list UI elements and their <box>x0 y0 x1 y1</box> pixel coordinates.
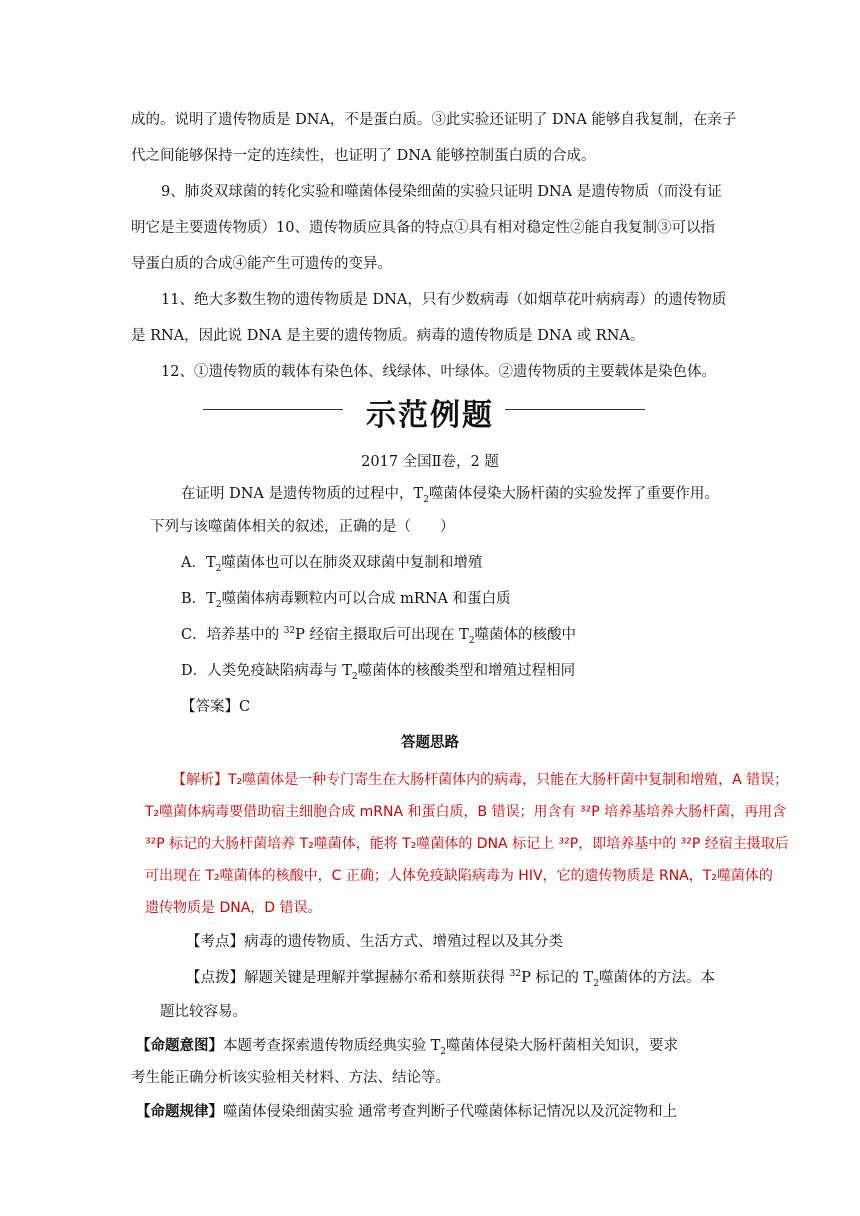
point-12-line-1: 12、①遗传物质的载体有染色体、线绿体、叶绿体。②遗传物质的主要载体是染色体。 <box>161 364 716 380</box>
dianbo-line-1: 【点拨】解题关键是理解并掌握赫尔希和蔡斯获得 $^{32}$P 标记的 $T_2$噬菌体的方法。本 <box>186 969 715 989</box>
mingti-yitu-line-1: 【命题意图】本题考查探索遗传物质经典实验 $T_2$噬菌体侵染大肠杆菌相关知识，要求 <box>136 1037 679 1057</box>
analysis-line-5: 遗传物质是 DNA，D 错误。 <box>145 900 322 916</box>
section-title-right-rule <box>505 409 645 410</box>
mingti-yitu-line-2: 考生能正确分析该实验相关材料、方法、结论等。 <box>131 1070 450 1086</box>
section-title: 示范例题 <box>366 398 494 433</box>
point-11-line-2: 是 RNA，因此说 DNA 是主要的遗传物质。病毒的遗传物质是 DNA 或 RNA。 <box>131 328 645 344</box>
kaodian: 【考点】病毒的遗传物质、生活方式、增殖过程以及其分类 <box>186 934 563 950</box>
option-b: B．$T_2$噬菌体病毒颗粒内可以合成 mRNA 和蛋白质 <box>181 591 511 610</box>
option-c: C．培养基中的 $^{32}$P 经宿主摄取后可出现在 $T_2$噬菌体的核酸中 <box>181 626 577 646</box>
question-source: 2017 全国Ⅱ卷，2 题 <box>361 454 499 470</box>
intro-line-2: 代之间能够保持一定的连续性，也证明了 DNA 能够控制蛋白质的合成。 <box>131 148 596 164</box>
analysis-line-3: ³²P 标记的大肠杆菌培养 T₂噬菌体，能将 T₂噬菌体的 DNA 标记上 ³²P，即培养基中的 ³²P 经宿主摄取后 <box>145 836 789 852</box>
point-11-line-1: 11、绝大多数生物的遗传物质是 DNA，只有少数病毒（如烟草花叶病病毒）的遗传物质 <box>161 292 727 308</box>
point-9-line-2: 明它是主要遗传物质）10、遗传物质应具备的特点①具有相对稳定性②能自我复制③可以指 <box>131 220 715 236</box>
point-9-line-3: 导蛋白质的合成④能产生可遗传的变异。 <box>131 256 392 272</box>
question-stem-line-2: 下列与该噬菌体相关的叙述，正确的是（ ） <box>150 519 455 535</box>
option-a: A．$T_2$噬菌体也可以在肺炎双球菌中复制和增殖 <box>181 555 483 574</box>
analysis-line-4: 可出现在 T₂噬菌体的核酸中，C 正确；人体免疫缺陷病毒为 HIV，它的遗传物质是 RNA，T₂噬菌体的 <box>145 868 773 884</box>
mingti-guilv: 【命题规律】噬菌体侵染细菌实验 通常考查判断子代噬菌体标记情况以及沉淀物和上 <box>136 1103 678 1120</box>
solution-heading: 答题思路 <box>401 734 459 751</box>
option-d: D．人类免疫缺陷病毒与 $T_2$噬菌体的核酸类型和增殖过程相同 <box>181 663 576 682</box>
section-title-banner <box>0 386 860 432</box>
analysis-line-2: T₂噬菌体病毒要借助宿主细胞合成 mRNA 和蛋白质，B 错误；用含有 ³²P 培养基培养大肠杆菌，再用含 <box>145 804 787 820</box>
point-9-line-1: 9、肺炎双球菌的转化实验和噬菌体侵染细菌的实验只证明 DNA 是遗传物质（而没有证 <box>161 184 722 200</box>
dianbo-line-2: 题比较容易。 <box>160 1004 247 1020</box>
answer: 【答案】C <box>181 699 251 715</box>
analysis-line-1: 【解析】T₂噬菌体是一种专门寄生在大肠杆菌体内的病毒，只能在大肠杆菌中复制和增殖，A 错误； <box>172 772 789 788</box>
intro-line-1: 成的。说明了遗传物质是 DNA，不是蛋白质。③此实验还证明了 DNA 能够自我复制，在亲子 <box>131 112 737 128</box>
question-stem-line-1: 在证明 DNA 是遗传物质的过程中，$T_2$噬菌体侵染大肠杆菌的实验发挥了重要作用。 <box>181 486 719 505</box>
